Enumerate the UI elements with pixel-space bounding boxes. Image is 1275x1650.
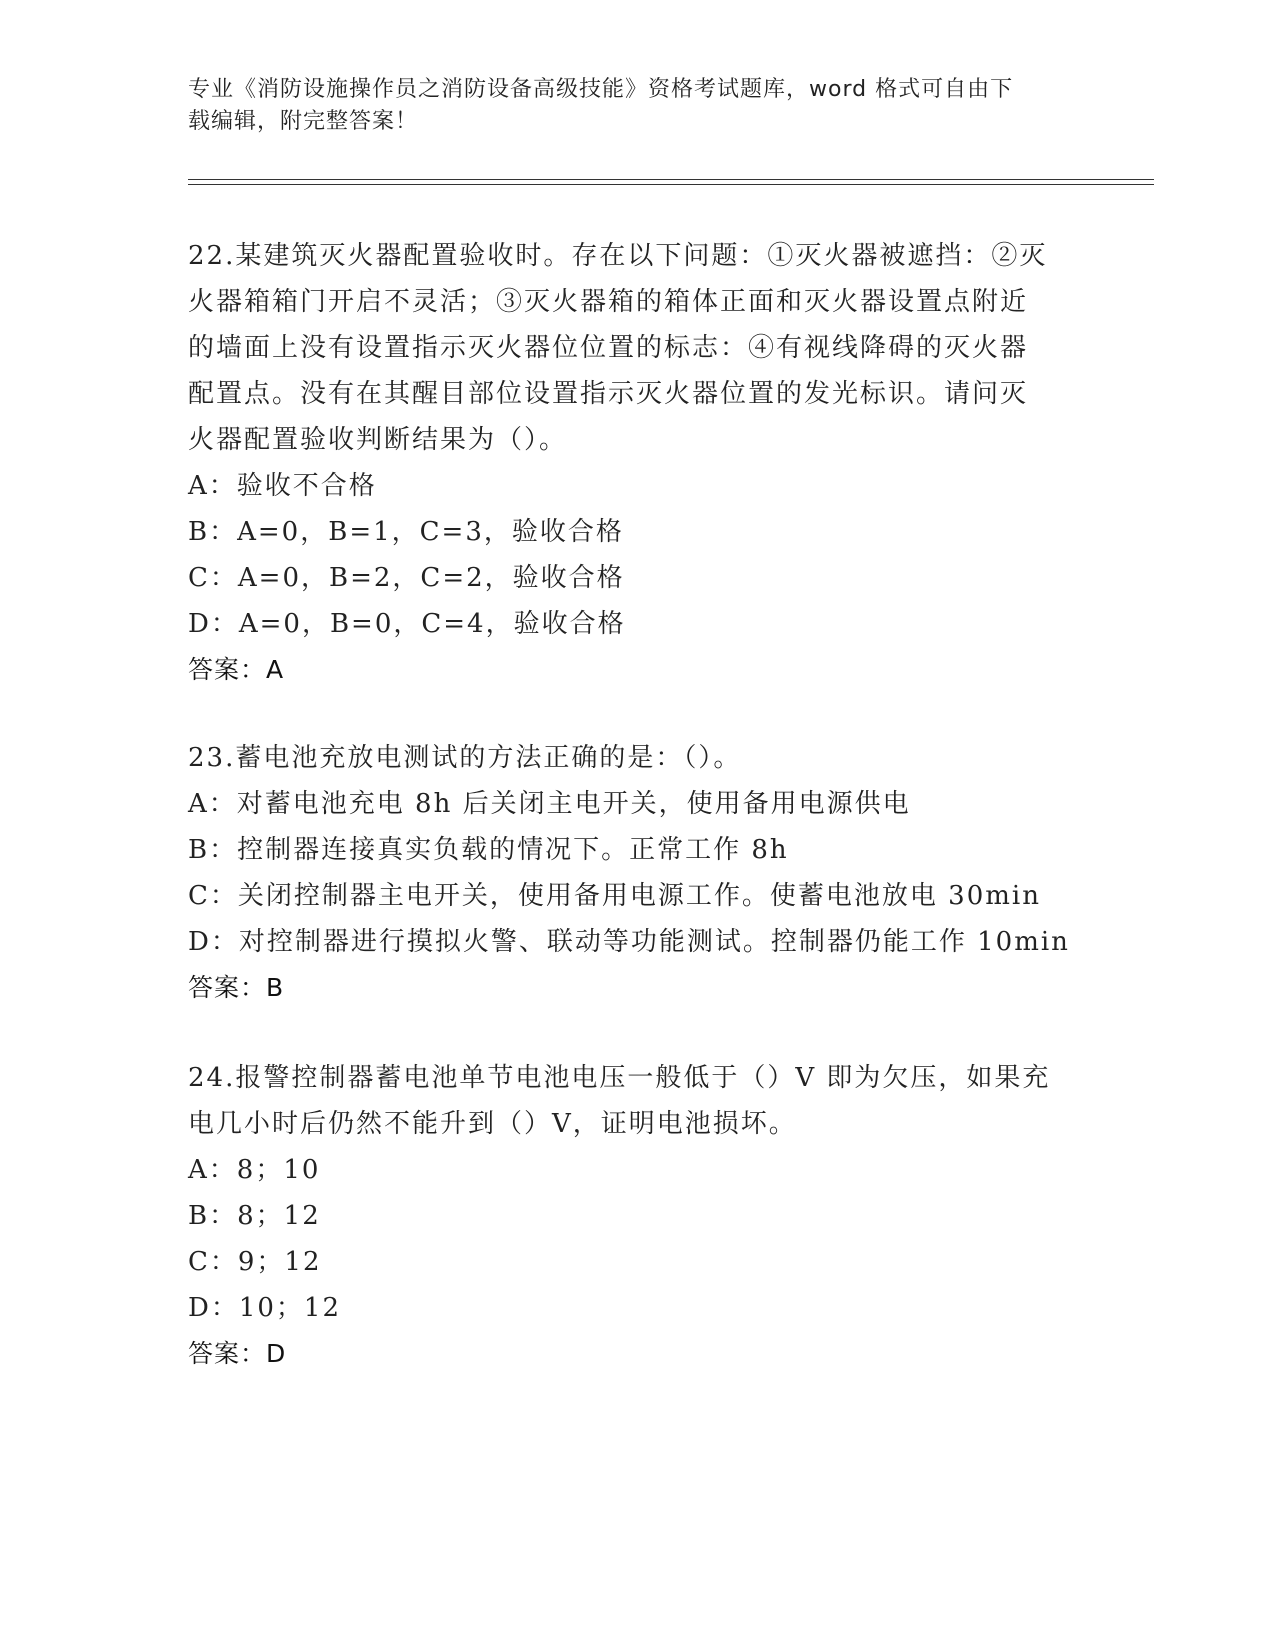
option-a: A：对蓄电池充电 8h 后关闭主电开关，使用备用电源供电 xyxy=(188,789,911,819)
option-b: B：A=0，B=1，C=3，验收合格 xyxy=(188,517,624,547)
option-b: B：8；12 xyxy=(188,1201,321,1231)
question-stem-line: 23.蓄电池充放电测试的方法正确的是：（）。 xyxy=(188,743,742,773)
option-a: A：8；10 xyxy=(188,1155,321,1185)
option-c: C：A=0，B=2，C=2，验收合格 xyxy=(188,563,625,593)
question-stem-line: 火器箱箱门开启不灵活；③灭火器箱的箱体正面和灭火器设置点附近 xyxy=(188,287,1029,317)
question-stem-line: 配置点。没有在其醒目部位设置指示灭火器位置的发光标识。请问灭 xyxy=(188,379,1029,409)
option-b: B：控制器连接真实负载的情况下。正常工作 8h xyxy=(188,835,789,865)
header-divider-top xyxy=(188,179,1154,180)
option-d: D：对控制器进行摸拟火警、联动等功能测试。控制器仍能工作 10min xyxy=(188,927,1070,957)
answer-label: 答案：B xyxy=(188,973,285,1002)
question-stem-line: 电几小时后仍然不能升到（）V，证明电池损坏。 xyxy=(188,1109,797,1139)
question-22 xyxy=(188,233,1068,693)
answer-label: 答案：D xyxy=(188,1339,287,1368)
question-stem-line: 火器配置验收判断结果为（）。 xyxy=(188,425,568,455)
option-d: D：A=0，B=0，C=4，验收合格 xyxy=(188,609,626,639)
answer-label: 答案：A xyxy=(188,655,285,684)
question-stem-line: 的墙面上没有设置指示灭火器位位置的标志：④有视线降碍的灭火器 xyxy=(188,333,1029,363)
header-line-1: 专业《消防设施操作员之消防设备高级技能》资格考试题库，word 格式可自由下 xyxy=(188,77,1014,102)
option-c: C：关闭控制器主电开关，使用备用电源工作。使蓄电池放电 30min xyxy=(188,881,1041,911)
question-23 xyxy=(188,735,1068,1011)
question-stem-line: 24.报警控制器蓄电池单节电池电压一般低于（）V 即为欠压，如果充 xyxy=(188,1063,1051,1093)
question-stem-line: 22.某建筑灭火器配置验收时。存在以下问题：①灭火器被遮挡：②灭 xyxy=(188,241,1048,271)
option-d: D：10；12 xyxy=(188,1293,342,1323)
option-c: C：9；12 xyxy=(188,1247,322,1277)
document-header xyxy=(188,74,1068,138)
question-24 xyxy=(188,1055,1068,1377)
option-a: A：验收不合格 xyxy=(188,471,377,501)
header-line-2: 载编辑，附完整答案！ xyxy=(188,109,419,134)
header-divider-bottom xyxy=(188,184,1154,185)
